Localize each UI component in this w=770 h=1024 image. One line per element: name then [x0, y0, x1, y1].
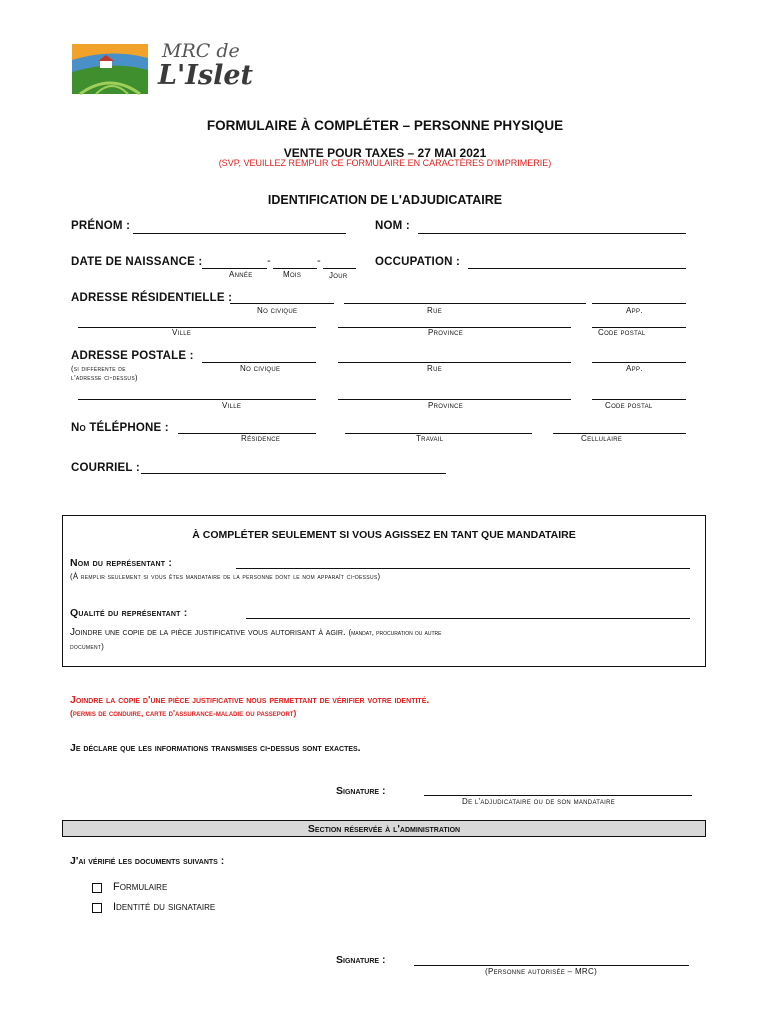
post-rue-field[interactable]	[338, 362, 571, 363]
res-rue-field[interactable]	[344, 303, 586, 304]
si-differente-note: l'adresse ci-dessus)	[71, 373, 138, 382]
prenom-field[interactable]	[133, 233, 346, 234]
joindre-mandat-text	[70, 627, 442, 638]
mandataire-heading: À COMPLÉTER SEULEMENT SI VOUS AGISSEZ EN TANT QUE MANDATAIRE	[192, 529, 576, 541]
ville-caption: Ville	[222, 401, 242, 410]
dob-day-field[interactable]	[323, 268, 356, 269]
dob-label: DATE DE NAISSANCE :	[71, 256, 203, 268]
code-postal-caption: Code postal	[598, 328, 646, 337]
post-ville-field[interactable]	[78, 399, 316, 400]
signature-mrc-field[interactable]	[414, 965, 689, 966]
province-caption: Province	[428, 401, 464, 410]
rue-caption: Rue	[427, 306, 443, 315]
dob-month-field[interactable]	[273, 268, 317, 269]
no-civique-caption: No civique	[257, 306, 298, 315]
adresse-postale-label: ADRESSE POSTALE :	[71, 350, 194, 362]
dob-separator: -	[267, 255, 271, 267]
identity-notice: Joindre la copie d'une pièce justificative nous permettant de vérifier votre identité.	[70, 694, 430, 706]
signature-mrc-caption: (Personne autorisée – MRC)	[485, 967, 598, 976]
signature-label: Signature :	[336, 785, 386, 797]
page-title: FORMULAIRE À COMPLÉTER – PERSONNE PHYSIQUE	[206, 118, 564, 133]
adresse-residentielle-label: ADRESSE RÉSIDENTIELLE :	[71, 292, 233, 304]
code-postal-caption: Code postal	[605, 401, 653, 410]
signature-caption: De l'adjudicataire ou de son mandataire	[462, 797, 616, 806]
ville-caption: Ville	[172, 328, 192, 337]
nom-representant-field[interactable]	[236, 568, 690, 569]
page-subtitle: VENTE POUR TAXES – 27 MAI 2021	[283, 146, 487, 160]
formulaire-label: Formulaire	[113, 881, 168, 893]
prenom-label: PRÉNOM :	[71, 220, 131, 232]
nom-label: NOM :	[375, 220, 410, 232]
post-code-postal-field[interactable]	[592, 399, 686, 400]
joindre-mandat-note: (mandat, procuration ou autre	[348, 628, 442, 637]
occupation-field[interactable]	[468, 268, 686, 269]
annee-caption: Année	[229, 270, 253, 279]
nom-representant-note: (À remplir seulement si vous êtes mandataire de la personne dont le nom apparaît ci-dessus)	[70, 572, 381, 581]
app-caption: App.	[626, 306, 643, 315]
dob-year-field[interactable]	[202, 268, 267, 269]
verified-label: J'ai vérifié les documents suivants :	[70, 855, 225, 867]
no-civique-caption: No civique	[240, 364, 281, 373]
post-app-field[interactable]	[592, 362, 686, 363]
post-no-civique-field[interactable]	[202, 362, 316, 363]
identite-label: Identité du signataire	[113, 901, 216, 913]
logo-line2: L'Islet	[158, 60, 253, 91]
identification-heading: IDENTIFICATION DE L'ADJUDICATAIRE	[267, 193, 503, 207]
res-app-field[interactable]	[592, 303, 686, 304]
telephone-label: No TÉLÉPHONE :	[71, 422, 169, 434]
signature-mrc-label: Signature :	[336, 954, 386, 966]
province-caption: Province	[428, 328, 464, 337]
mois-caption: Mois	[283, 270, 302, 279]
nom-representant-label: Nom du représentant :	[70, 557, 173, 569]
res-no-civique-field[interactable]	[230, 303, 334, 304]
landscape-logo-icon	[70, 42, 150, 96]
logo-line1: MRC de	[162, 40, 240, 62]
joindre-mandat-main: Joindre une copie de la pièce justificative vous autorisant à agir.	[70, 627, 346, 638]
print-note: (SVP, VEUILLEZ REMPLIR CE FORMULAIRE EN CARACTÈRES D'IMPRIMERIE)	[218, 158, 552, 168]
cellulaire-caption: Cellulaire	[581, 434, 623, 443]
admin-section-bar: Section réservée à l'administration	[62, 820, 706, 837]
app-caption: App.	[626, 364, 643, 373]
jour-caption: Jour	[329, 271, 348, 280]
occupation-label: OCCUPATION :	[375, 256, 461, 268]
signature-adjudicataire-field[interactable]	[424, 795, 692, 796]
courriel-field[interactable]	[141, 473, 446, 474]
rue-caption: Rue	[427, 364, 443, 373]
qualite-representant-field[interactable]	[246, 618, 690, 619]
formulaire-checkbox[interactable]	[92, 883, 102, 893]
travail-caption: Travail	[416, 434, 444, 443]
residence-caption: Résidence	[241, 434, 281, 443]
si-differente-note: (si différente de	[71, 364, 126, 373]
mrc-logo	[70, 38, 253, 98]
post-province-field[interactable]	[338, 399, 571, 400]
dob-separator: -	[317, 255, 321, 267]
qualite-representant-label: Qualité du représentant :	[70, 607, 188, 619]
courriel-label: COURRIEL :	[71, 462, 140, 474]
identity-notice-examples: (permis de conduire, carte d'assurance-maladie ou passeport)	[70, 708, 297, 718]
declaration-text: Je déclare que les informations transmises ci-dessus sont exactes.	[70, 742, 361, 754]
joindre-mandat-note-2: document)	[70, 642, 105, 651]
identite-checkbox[interactable]	[92, 903, 102, 913]
res-ville-field[interactable]	[78, 327, 316, 328]
nom-field[interactable]	[418, 233, 686, 234]
